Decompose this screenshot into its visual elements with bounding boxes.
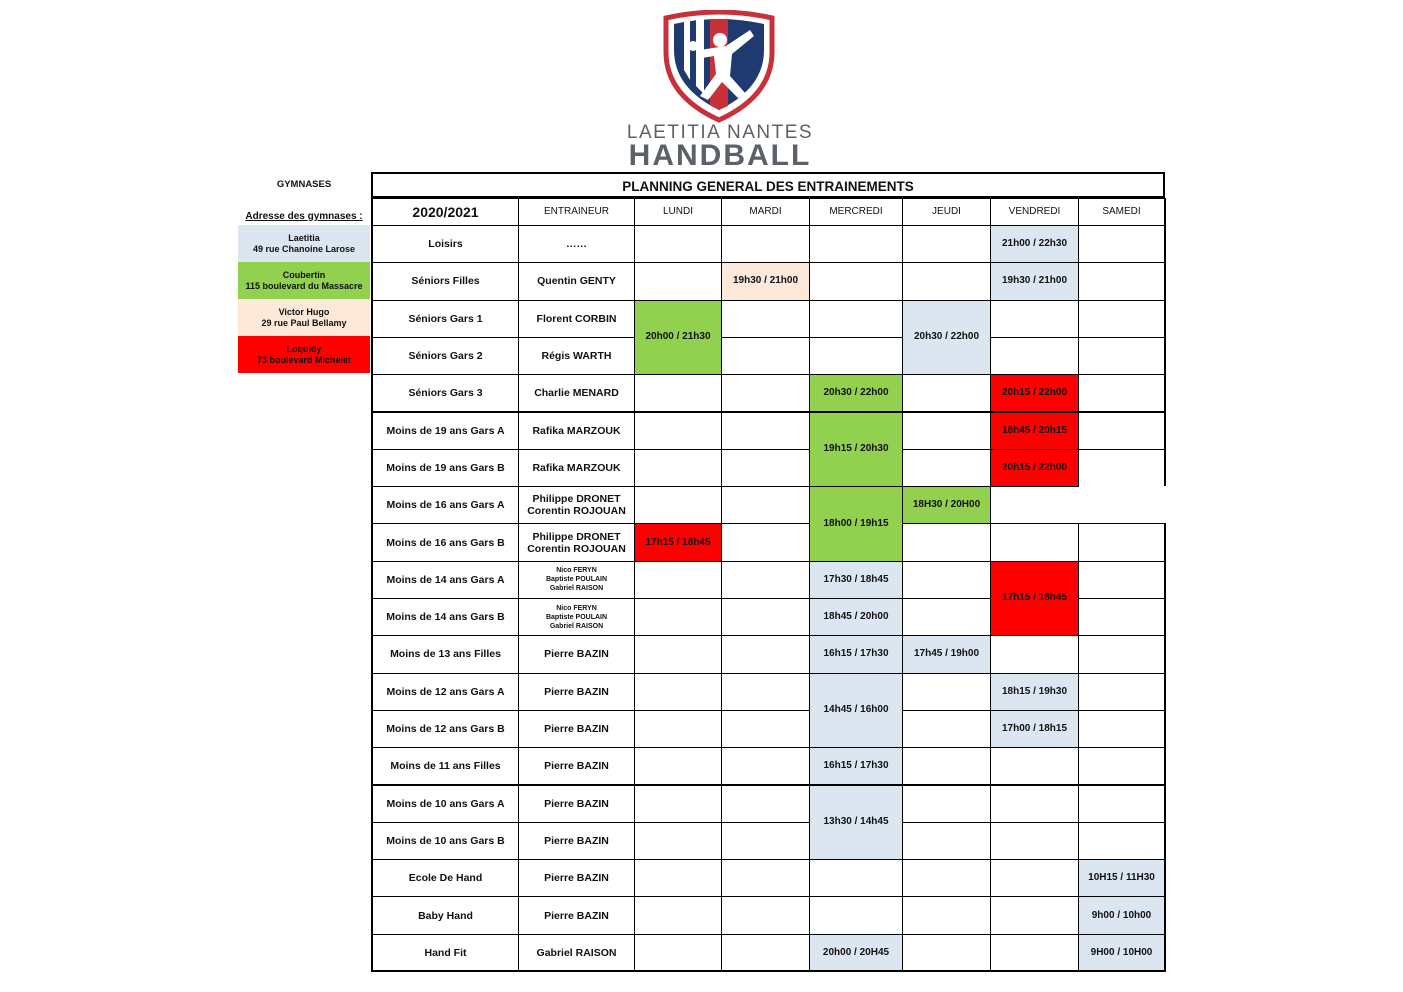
empty-slot	[1078, 300, 1166, 338]
empty-slot	[1078, 747, 1166, 785]
empty-slot	[634, 896, 722, 934]
empty-slot	[721, 486, 810, 524]
empty-slot	[634, 934, 722, 972]
team-name-cell: Séniors Gars 1	[371, 300, 519, 338]
empty-slot	[634, 449, 722, 487]
empty-slot	[990, 486, 1079, 524]
coach-cell: Pierre BAZIN	[518, 896, 635, 934]
empty-slot	[721, 225, 810, 263]
coach-cell: Charlie MENARD	[518, 374, 635, 412]
coach-cell: Florent CORBIN	[518, 300, 635, 338]
legend-gym-item	[238, 336, 370, 373]
column-header: ENTRAINEUR	[518, 198, 635, 226]
team-name-cell: Moins de 10 ans Gars A	[371, 785, 519, 823]
empty-slot	[1078, 822, 1166, 860]
empty-slot	[902, 673, 991, 711]
empty-slot	[721, 561, 810, 599]
team-name-cell: Séniors Gars 2	[371, 337, 519, 375]
empty-slot	[721, 412, 810, 450]
team-name-cell: Moins de 13 ans Filles	[371, 635, 519, 673]
empty-slot	[1078, 523, 1166, 561]
session-slot: 17h15 / 18h45	[990, 561, 1079, 637]
coach-cell: Philippe DRONET Corentin ROJOUAN	[518, 523, 635, 561]
empty-slot	[902, 374, 991, 412]
empty-slot	[721, 300, 810, 338]
column-header: LUNDI	[634, 198, 722, 226]
empty-slot	[1078, 374, 1166, 412]
legend-title: GYMNASES	[276, 179, 332, 190]
empty-slot	[1078, 561, 1166, 599]
empty-slot	[990, 859, 1079, 897]
empty-slot	[1078, 598, 1166, 636]
coach-cell: Pierre BAZIN	[518, 747, 635, 785]
column-header: VENDREDI	[990, 198, 1079, 226]
empty-slot	[634, 747, 722, 785]
empty-slot	[634, 225, 722, 263]
column-header: MERCREDI	[809, 198, 903, 226]
empty-slot	[1078, 635, 1166, 673]
team-name-cell: Moins de 16 ans Gars A	[371, 486, 519, 524]
team-name-cell: Ecole De Hand	[371, 859, 519, 897]
legend-gym-item	[238, 299, 370, 336]
session-slot: 9h00 / 10h00	[1078, 896, 1166, 934]
empty-slot	[634, 486, 722, 524]
legend-gym-name: Coubertin	[282, 269, 326, 280]
empty-slot	[721, 934, 810, 972]
empty-slot	[990, 635, 1079, 673]
empty-slot	[902, 747, 991, 785]
empty-slot	[809, 859, 903, 897]
session-slot: 17h45 / 19h00	[902, 635, 991, 673]
empty-slot	[902, 449, 991, 487]
team-name-cell: Séniors Gars 3	[371, 374, 519, 412]
session-slot: 20h00 / 20H45	[809, 934, 903, 972]
session-slot: 14h45 / 16h00	[809, 673, 903, 749]
empty-slot	[634, 859, 722, 897]
team-name-cell: Séniors Filles	[371, 262, 519, 300]
empty-slot	[721, 673, 810, 711]
empty-slot	[990, 747, 1079, 785]
empty-slot	[902, 785, 991, 823]
coach-cell: Nico FERYN Baptiste POULAIN Gabriel RAISON	[518, 598, 635, 636]
empty-slot	[809, 225, 903, 263]
empty-slot	[902, 859, 991, 897]
empty-slot	[902, 262, 991, 300]
empty-slot	[721, 747, 810, 785]
empty-slot	[721, 896, 810, 934]
column-header: SAMEDI	[1078, 198, 1166, 226]
empty-slot	[634, 710, 722, 748]
empty-slot	[1078, 785, 1166, 823]
session-slot: 20h00 / 21h30	[634, 300, 722, 376]
empty-slot	[634, 673, 722, 711]
session-slot: 18h45 / 20h15	[990, 412, 1079, 450]
empty-slot	[721, 337, 810, 375]
empty-slot	[1078, 486, 1166, 524]
legend-subtitle: Adresse des gymnases :	[245, 211, 363, 222]
session-slot: 17h00 / 18h15	[990, 710, 1079, 748]
empty-slot	[634, 785, 722, 823]
coach-cell: Pierre BAZIN	[518, 710, 635, 748]
team-name-cell: Moins de 16 ans Gars B	[371, 523, 519, 561]
session-slot: 10H15 / 11H30	[1078, 859, 1166, 897]
session-slot: 18h00 / 19h15	[809, 486, 903, 562]
session-slot: 17h30 / 18h45	[809, 561, 903, 599]
legend-gym-name: Victor Hugo	[278, 306, 330, 317]
empty-slot	[634, 822, 722, 860]
coach-cell: Rafika MARZOUK	[518, 412, 635, 450]
empty-slot	[721, 710, 810, 748]
empty-slot	[1078, 673, 1166, 711]
team-name-cell: Moins de 19 ans Gars B	[371, 449, 519, 487]
team-name-cell: Baby Hand	[371, 896, 519, 934]
session-slot: 20h30 / 22h00	[809, 374, 903, 412]
empty-slot	[990, 785, 1079, 823]
empty-slot	[634, 561, 722, 599]
empty-slot	[902, 523, 991, 561]
team-name-cell: Moins de 14 ans Gars A	[371, 561, 519, 599]
season-header: 2020/2021	[371, 198, 519, 226]
legend-gym-address: 29 rue Paul Bellamy	[261, 317, 347, 328]
planning-title: PLANNING GENERAL DES ENTRAINEMENTS	[371, 172, 1165, 198]
coach-cell: Pierre BAZIN	[518, 822, 635, 860]
coach-cell: Régis WARTH	[518, 337, 635, 375]
empty-slot	[902, 412, 991, 450]
team-name-cell: Moins de 12 ans Gars B	[371, 710, 519, 748]
empty-slot	[1078, 710, 1166, 748]
empty-slot	[721, 374, 810, 412]
session-slot: 19h30 / 21h00	[721, 262, 810, 300]
empty-slot	[990, 822, 1079, 860]
session-slot: 21h00 / 22h30	[990, 225, 1079, 263]
empty-slot	[1078, 225, 1166, 263]
empty-slot	[721, 598, 810, 636]
empty-slot	[721, 859, 810, 897]
empty-slot	[634, 374, 722, 412]
coach-cell: Rafika MARZOUK	[518, 449, 635, 487]
session-slot: 19h30 / 21h00	[990, 262, 1079, 300]
legend-gym-item	[238, 225, 370, 262]
empty-slot	[721, 822, 810, 860]
coach-cell: Gabriel RAISON	[518, 934, 635, 972]
empty-slot	[634, 412, 722, 450]
empty-slot	[721, 635, 810, 673]
club-logo-shield	[660, 10, 778, 124]
session-slot: 13h30 / 14h45	[809, 785, 903, 861]
empty-slot	[1078, 262, 1166, 300]
coach-cell: Pierre BAZIN	[518, 673, 635, 711]
legend-gym-name: Laetitia	[288, 232, 320, 243]
empty-slot	[902, 225, 991, 263]
empty-slot	[990, 337, 1079, 375]
empty-slot	[902, 561, 991, 599]
team-name-cell: Moins de 12 ans Gars A	[371, 673, 519, 711]
empty-slot	[902, 598, 991, 636]
column-header: JEUDI	[902, 198, 991, 226]
empty-slot	[809, 262, 903, 300]
coach-cell: Philippe DRONET Corentin ROJOUAN	[518, 486, 635, 524]
empty-slot	[721, 523, 810, 561]
session-slot: 20h15 / 22h00	[990, 374, 1079, 412]
empty-slot	[902, 896, 991, 934]
session-slot: 18H30 / 20H00	[902, 486, 991, 524]
club-name-line1: LAETITIA NANTES	[626, 122, 814, 143]
coach-cell: ……	[518, 225, 635, 263]
empty-slot	[902, 934, 991, 972]
team-name-cell: Moins de 10 ans Gars B	[371, 822, 519, 860]
column-header: MARDI	[721, 198, 810, 226]
session-slot: 16h15 / 17h30	[809, 635, 903, 673]
team-name-cell: Moins de 11 ans Filles	[371, 747, 519, 785]
empty-slot	[634, 262, 722, 300]
team-name-cell: Moins de 14 ans Gars B	[371, 598, 519, 636]
legend-gym-name: Loquidy	[286, 343, 322, 354]
empty-slot	[1078, 337, 1166, 375]
empty-slot	[634, 598, 722, 636]
empty-slot	[809, 337, 903, 375]
legend-gym-item	[238, 262, 370, 299]
empty-slot	[902, 822, 991, 860]
table-bottom-border	[371, 970, 1166, 972]
session-slot: 20h30 / 22h00	[902, 300, 991, 376]
session-slot: 17h15 / 18h45	[634, 523, 722, 561]
coach-cell: Pierre BAZIN	[518, 635, 635, 673]
session-slot: 20h15 / 22h00	[990, 449, 1079, 487]
team-name-cell: Moins de 19 ans Gars A	[371, 412, 519, 450]
coach-cell: Pierre BAZIN	[518, 785, 635, 823]
empty-slot	[990, 934, 1079, 972]
team-name-cell: Hand Fit	[371, 934, 519, 972]
empty-slot	[721, 785, 810, 823]
coach-cell: Quentin GENTY	[518, 262, 635, 300]
empty-slot	[809, 300, 903, 338]
empty-slot	[990, 300, 1079, 338]
legend-gym-address: 115 boulevard du Massacre	[245, 280, 363, 291]
legend-gym-address: 49 rue Chanoine Larose	[252, 243, 356, 254]
empty-slot	[1078, 412, 1166, 450]
empty-slot	[990, 523, 1079, 561]
coach-cell: Pierre BAZIN	[518, 859, 635, 897]
empty-slot	[902, 710, 991, 748]
coach-cell: Nico FERYN Baptiste POULAIN Gabriel RAISON	[518, 561, 635, 599]
session-slot: 9H00 / 10H00	[1078, 934, 1166, 972]
session-slot: 19h15 / 20h30	[809, 412, 903, 488]
empty-slot	[990, 896, 1079, 934]
empty-slot	[809, 896, 903, 934]
empty-slot	[721, 449, 810, 487]
club-name-line2: HANDBALL	[628, 139, 812, 172]
session-slot: 18h15 / 19h30	[990, 673, 1079, 711]
session-slot: 16h15 / 17h30	[809, 747, 903, 785]
empty-slot	[1078, 449, 1166, 487]
team-name-cell: Loisirs	[371, 225, 519, 263]
session-slot: 18h45 / 20h00	[809, 598, 903, 636]
empty-slot	[634, 635, 722, 673]
legend-gym-address: 73 boulevard Michelet	[256, 354, 352, 365]
